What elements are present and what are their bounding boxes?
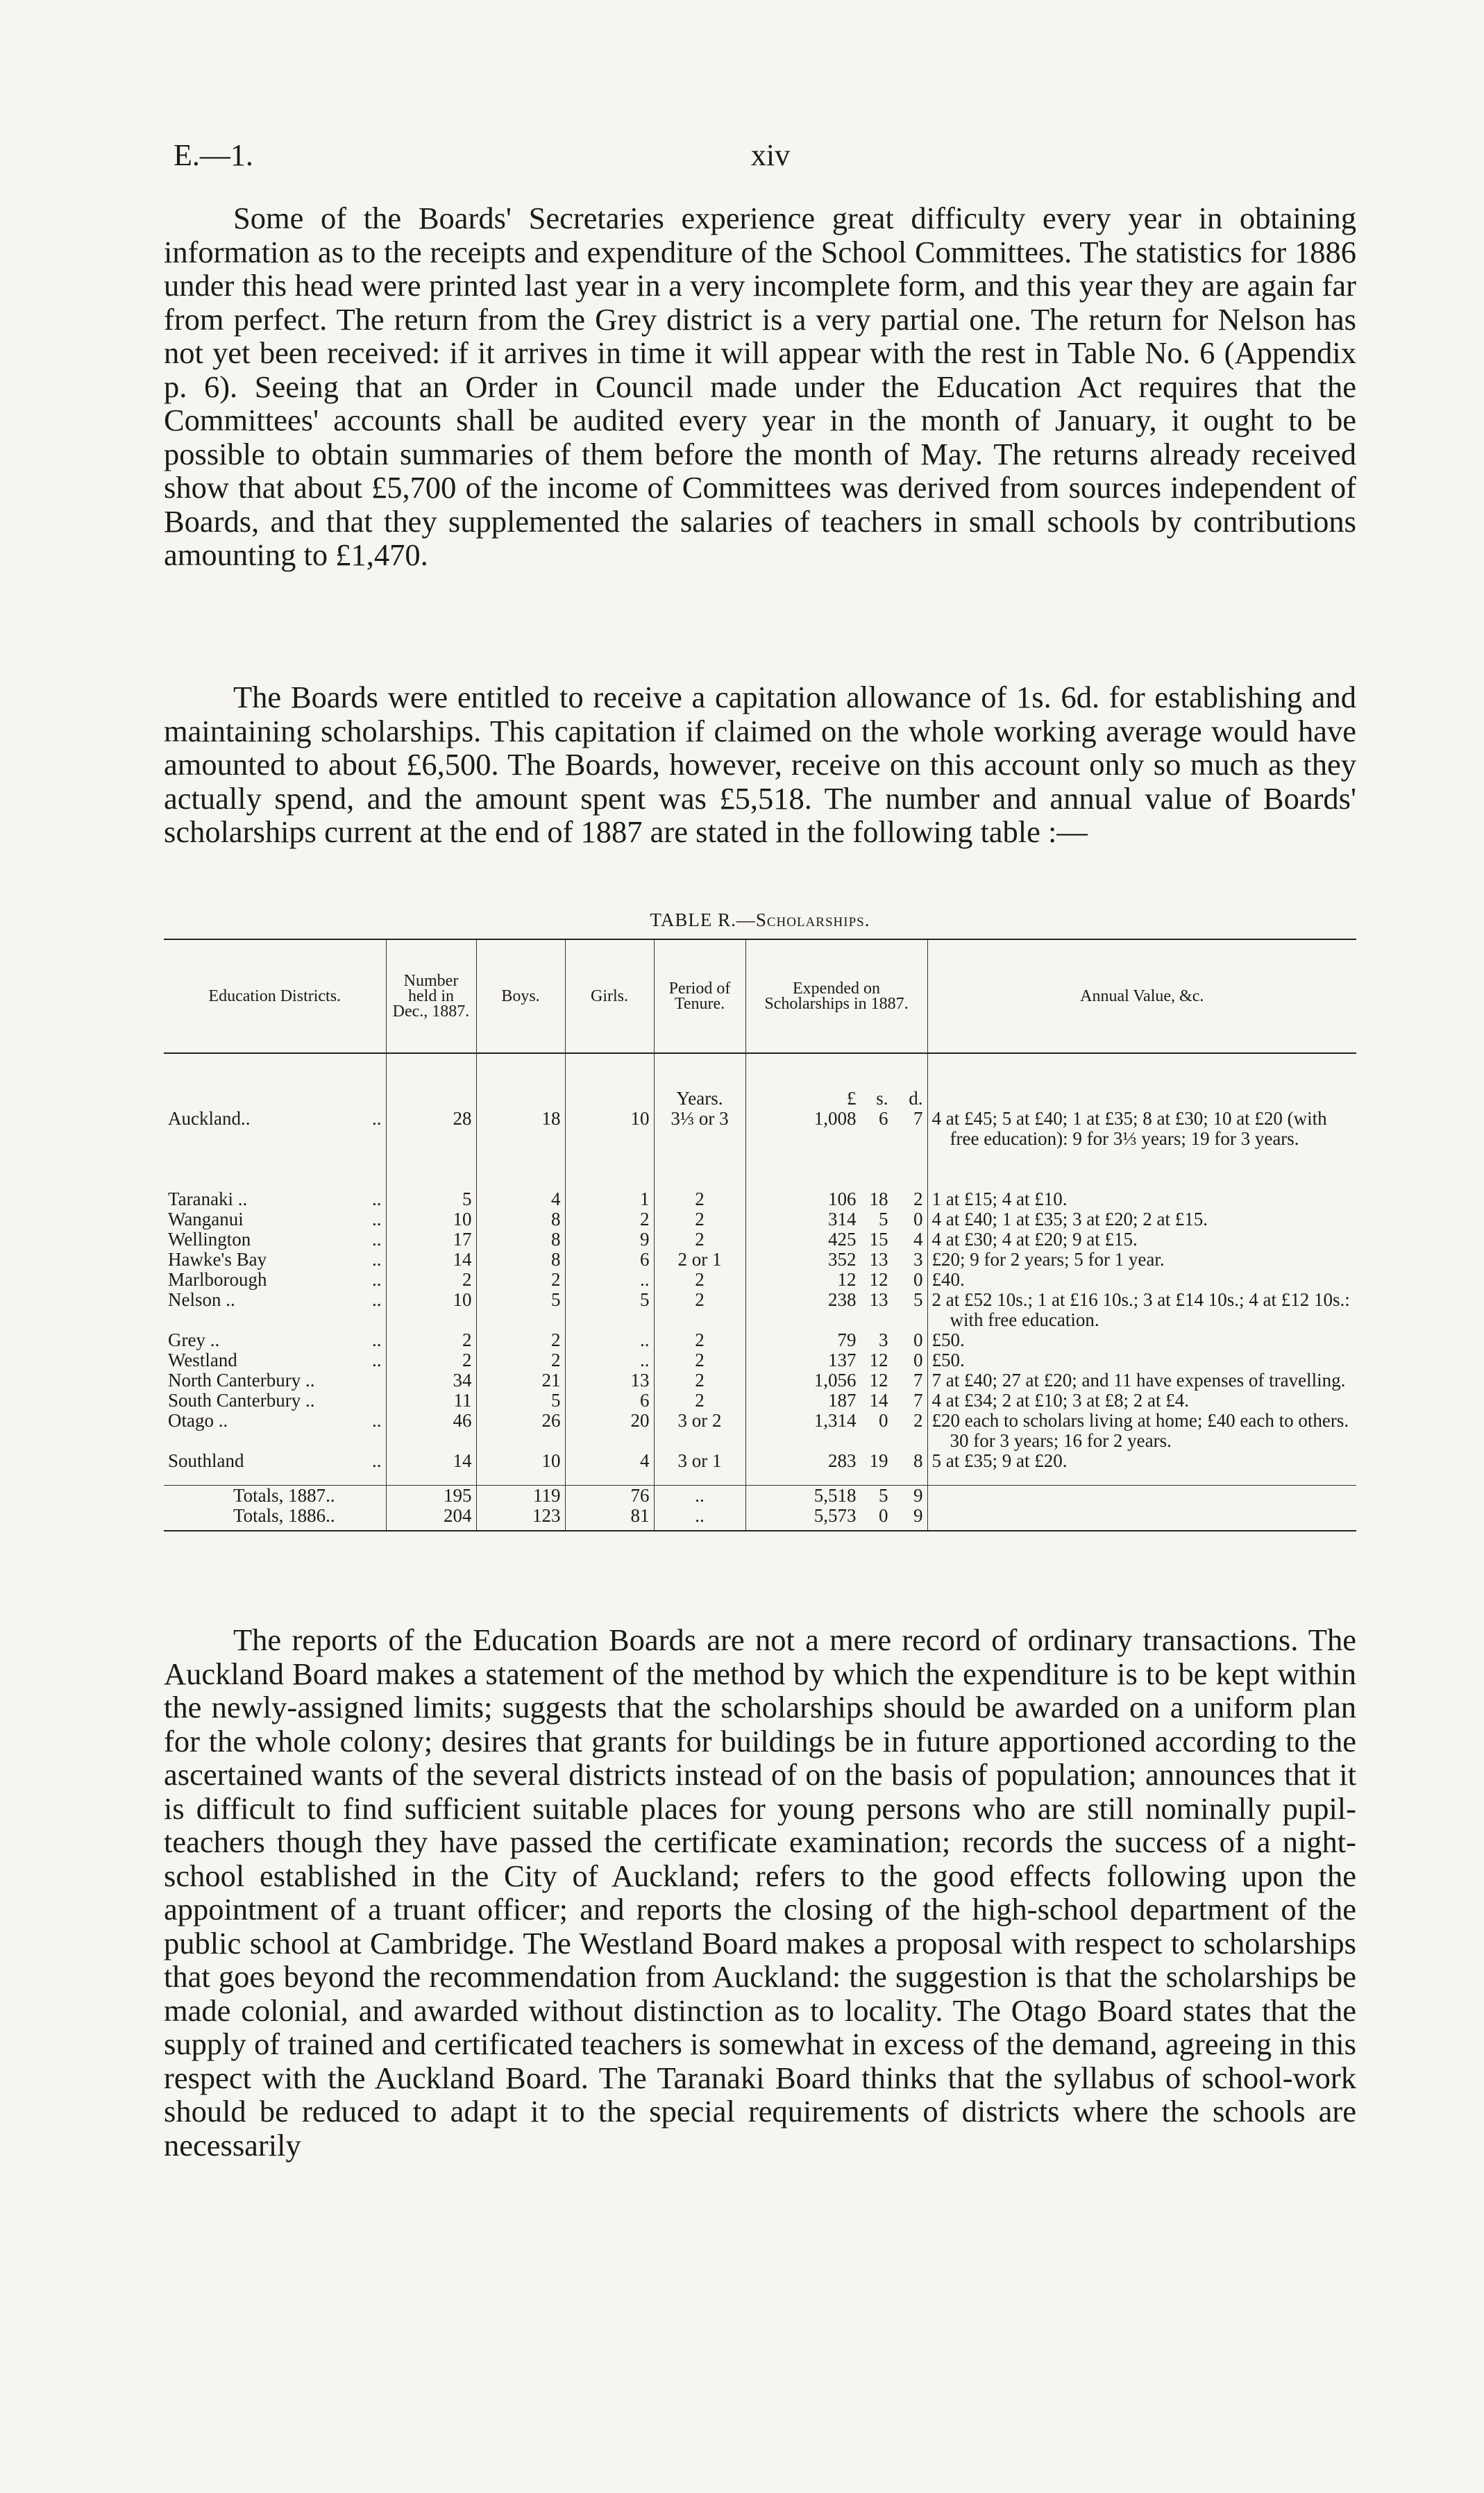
- girls-cell: ..: [565, 1270, 654, 1290]
- expended-shillings: 13: [869, 1289, 888, 1310]
- expended-cell: [745, 1189, 927, 1209]
- girls-cell: ..: [565, 1330, 654, 1350]
- leader-dots: ..: [372, 1229, 382, 1250]
- annual-value-text: 4 at £30; 4 at £20; 9 at £15.: [931, 1229, 1138, 1250]
- table-caption-title: Scholarships.: [755, 909, 870, 930]
- table-row: [164, 1250, 1356, 1270]
- unit-pounds: £: [847, 1088, 857, 1109]
- header-boys: Boys.: [476, 939, 565, 1053]
- annual-value-cell: [927, 1250, 1356, 1270]
- expended-shillings: 14: [869, 1390, 888, 1411]
- expended-pounds: 283: [828, 1450, 857, 1471]
- district-cell: [164, 1109, 386, 1189]
- district-name: Taranaki ..: [168, 1189, 248, 1209]
- boys-cell: 10: [476, 1451, 565, 1486]
- number-cell: 2: [386, 1330, 476, 1350]
- district-cell: [164, 1229, 386, 1250]
- expended-pounds: 137: [828, 1350, 857, 1370]
- annual-value-text: £20; 9 for 2 years; 5 for 1 year.: [931, 1249, 1165, 1270]
- annual-value-text: 2 at £52 10s.; 1 at £16 10s.; 3 at £14 10s.; 4 at £12 10s.: with free education.: [931, 1289, 1350, 1330]
- number-cell: 204: [386, 1506, 476, 1531]
- expended-shillings: 18: [869, 1189, 888, 1209]
- girls-cell: 6: [565, 1391, 654, 1411]
- expended-cell: [745, 1250, 927, 1270]
- number-cell: 46: [386, 1411, 476, 1451]
- district-cell: [164, 1411, 386, 1451]
- expended-pounds: 425: [828, 1229, 857, 1250]
- annual-value-cell: [927, 1350, 1356, 1370]
- paragraph-committee-statistics: Some of the Boards' Secretaries experience great difficulty every year in obtaining information as to the receipts and expenditure of the School Committees. The statistics for 1886 under this head were printed last year in a very incomplete form, and this year they are again far from perfect. The return from the Grey district is a very partial one. The return for Nelson has not yet been received: if it arrives in time it will appear with the rest in Table No. 6 (Appendix p. 6). Seeing that an Order in Council made under the Education Act requires that the Committees' accounts shall be audited every year in the month of January, it ought to be possible to obtain summaries of them before the month of May. The returns already received show that about £5,700 of the income of Committees was derived from sources independent of Boards, and that they supplemented the salaries of teachers in small schools by contributions amounting to £1,470.: [164, 201, 1356, 572]
- header-district: Education Districts.: [164, 939, 386, 1053]
- number-cell: 195: [386, 1486, 476, 1506]
- expended-shillings: 5: [879, 1209, 888, 1229]
- expended-cell: [745, 1411, 927, 1451]
- header-number: Number held in Dec., 1887.: [386, 939, 476, 1053]
- annual-value-text: 7 at £40; 27 at £20; and 11 have expenses of travelling.: [931, 1370, 1346, 1391]
- expended-cell: [745, 1109, 927, 1189]
- annual-value-cell: [927, 1209, 1356, 1229]
- district-name: Otago ..: [168, 1411, 228, 1431]
- expended-cell: [745, 1209, 927, 1229]
- expended-pounds: 1,314: [813, 1410, 857, 1431]
- expended-pence: 0: [913, 1329, 923, 1350]
- table-row: [164, 1411, 1356, 1451]
- annual-value-text: 1 at £15; 4 at £10.: [931, 1189, 1068, 1209]
- annual-value-cell: [927, 1229, 1356, 1250]
- expended-cell: [745, 1290, 927, 1330]
- expended-cell: [745, 1451, 927, 1486]
- period-cell: 2: [654, 1391, 745, 1411]
- annual-value-text: £50.: [931, 1329, 965, 1350]
- annual-value-text: £40.: [931, 1269, 965, 1290]
- expended-pence: 7: [913, 1370, 923, 1391]
- expended-pence: 4: [913, 1229, 923, 1250]
- unit-years: Years.: [654, 1053, 745, 1109]
- district-cell: [164, 1391, 386, 1411]
- expended-pounds: 106: [828, 1189, 857, 1209]
- annual-value-text: 4 at £34; 2 at £10; 3 at £8; 2 at £4.: [931, 1390, 1189, 1411]
- header-girls: Girls.: [565, 939, 654, 1053]
- annual-value-cell: [927, 1330, 1356, 1350]
- girls-cell: 20: [565, 1411, 654, 1451]
- number-cell: 14: [386, 1451, 476, 1486]
- unit-currency: [745, 1053, 927, 1109]
- table-row: [164, 1209, 1356, 1229]
- expended-pence: 2: [913, 1189, 923, 1209]
- period-cell: 2: [654, 1209, 745, 1229]
- girls-cell: 10: [565, 1109, 654, 1189]
- girls-cell: 2: [565, 1209, 654, 1229]
- paragraph-scholarships: The Boards were entitled to receive a capitation allowance of 1s. 6d. for establishing and maintaining scholarships. This capitation if claimed on the whole working average would have amounted to about £6,500. The Boards, however, receive on this account only so much as they actually spend, and the amount spent was £5,518. The number and annual value of Boards' scholarships current at the end of 1887 are stated in the following table :—: [164, 680, 1356, 849]
- scholarships-table: [164, 939, 1356, 1531]
- district-name: Nelson ..: [168, 1290, 235, 1310]
- boys-cell: 21: [476, 1370, 565, 1391]
- expended-shillings: 6: [879, 1108, 888, 1129]
- girls-cell: 13: [565, 1370, 654, 1391]
- girls-cell: ..: [565, 1350, 654, 1370]
- unit-pence: d.: [909, 1088, 923, 1109]
- expended-pence: 2: [913, 1410, 923, 1431]
- annual-value-cell: [927, 1451, 1356, 1486]
- district-cell: [164, 1350, 386, 1370]
- expended-pence: 0: [913, 1209, 923, 1229]
- leader-dots: ..: [372, 1350, 382, 1370]
- expended-pounds: 5,518: [813, 1485, 857, 1506]
- period-cell: 2: [654, 1290, 745, 1330]
- district-name: Auckland..: [168, 1109, 251, 1129]
- table-caption-prefix: TABLE R.—: [650, 909, 756, 930]
- boys-cell: 2: [476, 1330, 565, 1350]
- period-cell: 3⅓ or 3: [654, 1109, 745, 1189]
- number-cell: 28: [386, 1109, 476, 1189]
- district-name: Marlborough: [168, 1270, 267, 1290]
- boys-cell: 18: [476, 1109, 565, 1189]
- girls-cell: 76: [565, 1486, 654, 1506]
- expended-pounds: 5,573: [813, 1505, 857, 1526]
- period-cell: 2: [654, 1370, 745, 1391]
- district-cell: [164, 1290, 386, 1330]
- leader-dots: ..: [372, 1330, 382, 1350]
- boys-cell: 8: [476, 1250, 565, 1270]
- number-cell: 10: [386, 1209, 476, 1229]
- girls-cell: 81: [565, 1506, 654, 1531]
- expended-cell: [745, 1486, 927, 1506]
- table-header-row: [164, 939, 1356, 1053]
- annual-value-cell: [927, 1486, 1356, 1506]
- boys-cell: 123: [476, 1506, 565, 1531]
- boys-cell: 8: [476, 1209, 565, 1229]
- number-cell: 11: [386, 1391, 476, 1411]
- expended-cell: [745, 1330, 927, 1350]
- annual-value-cell: [927, 1391, 1356, 1411]
- district-name: Westland: [168, 1350, 237, 1370]
- number-cell: 5: [386, 1189, 476, 1209]
- annual-value-cell: [927, 1370, 1356, 1391]
- boys-cell: 5: [476, 1290, 565, 1330]
- district-name: Wanganui: [168, 1209, 244, 1229]
- expended-pence: 0: [913, 1350, 923, 1370]
- paragraph-board-reports: The reports of the Education Boards are not a mere record of ordinary transactions. The Auckland Board makes a statement of the method by which the expenditure is to be kept within the newly-assigned limits; suggests that the scholarships should be awarded on a uniform plan for the whole colony; desires that grants for buildings be in future apportioned according to the ascertained wants of the several districts instead of on the basis of population; announces that it is difficult to find sufficient suitable places for young persons who are still nominally pupil-teachers though they have passed the certificate examination; records the success of a night-school established in the City of Auckland; refers to the good effects following upon the appointment of a truant officer; and reports the closing of the high-school department of the public school at Cambridge. The Westland Board makes a proposal with respect to scholarships that goes beyond the recommendation from Auckland: the suggestion is that the scholarships be made colonial, and awarded without distinction as to locality. The Otago Board states that the supply of trained and certificated teachers is somewhat in excess of the demand, agreeing in this respect with the Auckland Board. The Taranaki Board thinks that the syllabus of school-work should be reduced to adapt it to the special requirements of districts where the schools are necessarily: [164, 1622, 1356, 2163]
- expended-pounds: 79: [837, 1329, 857, 1350]
- annual-value-text: 4 at £40; 1 at £35; 3 at £20; 2 at £15.: [931, 1209, 1208, 1229]
- table-row: [164, 1290, 1356, 1330]
- boys-cell: 4: [476, 1189, 565, 1209]
- header-annual-value: Annual Value, &c.: [927, 939, 1356, 1053]
- report-code: E.—1.: [174, 138, 253, 172]
- expended-pence: 7: [913, 1390, 923, 1411]
- expended-shillings: 0: [879, 1505, 888, 1526]
- table-row: [164, 1350, 1356, 1370]
- period-cell: ..: [654, 1486, 745, 1506]
- unit-shillings: s.: [876, 1088, 888, 1109]
- expended-shillings: 13: [869, 1249, 888, 1270]
- number-cell: 14: [386, 1250, 476, 1270]
- expended-pence: 3: [913, 1249, 923, 1270]
- expended-pence: 9: [913, 1485, 923, 1506]
- table-row: [164, 1330, 1356, 1350]
- period-cell: 2: [654, 1270, 745, 1290]
- annual-value-text: £50.: [931, 1350, 965, 1370]
- table-row: [164, 1370, 1356, 1391]
- period-cell: 3 or 1: [654, 1451, 745, 1486]
- period-cell: 2: [654, 1189, 745, 1209]
- girls-cell: 5: [565, 1290, 654, 1330]
- number-cell: 2: [386, 1350, 476, 1370]
- district-cell: [164, 1451, 386, 1486]
- boys-cell: 5: [476, 1391, 565, 1411]
- leader-dots: ..: [372, 1189, 382, 1209]
- header-period: Period of Tenure.: [654, 939, 745, 1053]
- expended-pence: 0: [913, 1269, 923, 1290]
- district-cell: [164, 1209, 386, 1229]
- period-cell: 3 or 2: [654, 1411, 745, 1451]
- expended-pounds: 1,056: [813, 1370, 857, 1391]
- annual-value-text: £20 each to scholars living at home; £40 each to others. 30 for 3 years; 16 for 2 years.: [931, 1410, 1349, 1451]
- period-cell: 2 or 1: [654, 1250, 745, 1270]
- expended-pounds: 187: [828, 1390, 857, 1411]
- expended-shillings: 15: [869, 1229, 888, 1250]
- period-cell: 2: [654, 1350, 745, 1370]
- district-cell: [164, 1189, 386, 1209]
- expended-shillings: 12: [869, 1350, 888, 1370]
- boys-cell: 2: [476, 1270, 565, 1290]
- boys-cell: 8: [476, 1229, 565, 1250]
- annual-value-cell: [927, 1270, 1356, 1290]
- annual-value-cell: [927, 1506, 1356, 1531]
- annual-value-cell: [927, 1290, 1356, 1330]
- expended-cell: [745, 1270, 927, 1290]
- expended-pounds: 314: [828, 1209, 857, 1229]
- leader-dots: ..: [372, 1451, 382, 1471]
- expended-shillings: 0: [879, 1410, 888, 1431]
- totals-row: [164, 1506, 1356, 1531]
- district-cell: [164, 1250, 386, 1270]
- leader-dots: ..: [372, 1209, 382, 1229]
- district-name: Wellington: [168, 1229, 251, 1250]
- totals-label: Totals, 1886..: [164, 1506, 386, 1531]
- expended-pounds: 12: [837, 1269, 857, 1290]
- leader-dots: ..: [372, 1270, 382, 1290]
- girls-cell: 9: [565, 1229, 654, 1250]
- period-cell: 2: [654, 1330, 745, 1350]
- expended-pounds: 352: [828, 1249, 857, 1270]
- expended-pounds: 1,008: [813, 1108, 857, 1129]
- expended-cell: [745, 1391, 927, 1411]
- header-expended: Expended on Scholarships in 1887.: [745, 939, 927, 1053]
- table-row: [164, 1229, 1356, 1250]
- expended-pence: 9: [913, 1505, 923, 1526]
- boys-cell: 2: [476, 1350, 565, 1370]
- table-row: [164, 1391, 1356, 1411]
- annual-value-cell: [927, 1109, 1356, 1189]
- period-cell: ..: [654, 1506, 745, 1531]
- totals-row: [164, 1486, 1356, 1506]
- expended-shillings: 12: [869, 1370, 888, 1391]
- expended-cell: [745, 1229, 927, 1250]
- expended-shillings: 5: [879, 1485, 888, 1506]
- annual-value-text: 4 at £45; 5 at £40; 1 at £35; 8 at £30; 10 at £20 (with free education): 9 for 3⅓ years; 19 for 3 years.: [931, 1108, 1327, 1149]
- expended-pence: 5: [913, 1289, 923, 1310]
- district-name: Southland: [168, 1451, 244, 1471]
- leader-dots: ..: [372, 1290, 382, 1310]
- table-row: [164, 1451, 1356, 1486]
- number-cell: 34: [386, 1370, 476, 1391]
- units-row: [164, 1053, 1356, 1109]
- expended-pence: 8: [913, 1450, 923, 1471]
- girls-cell: 1: [565, 1189, 654, 1209]
- annual-value-cell: [927, 1189, 1356, 1209]
- expended-cell: [745, 1350, 927, 1370]
- table-row: [164, 1189, 1356, 1209]
- leader-dots: ..: [372, 1250, 382, 1270]
- expended-pence: 7: [913, 1108, 923, 1129]
- expended-cell: [745, 1506, 927, 1531]
- district-cell: [164, 1370, 386, 1391]
- expended-cell: [745, 1370, 927, 1391]
- annual-value-text: 5 at £35; 9 at £20.: [931, 1450, 1068, 1471]
- district-name: Hawke's Bay: [168, 1250, 267, 1270]
- district-name: South Canterbury ..: [168, 1391, 315, 1411]
- number-cell: 10: [386, 1290, 476, 1330]
- district-cell: [164, 1270, 386, 1290]
- number-cell: 17: [386, 1229, 476, 1250]
- table-caption: [164, 909, 1356, 931]
- expended-shillings: 19: [869, 1450, 888, 1471]
- boys-cell: 26: [476, 1411, 565, 1451]
- girls-cell: 6: [565, 1250, 654, 1270]
- page-number: xiv: [750, 138, 791, 172]
- district-name: North Canterbury ..: [168, 1370, 315, 1391]
- table-row: [164, 1109, 1356, 1189]
- table-row: [164, 1270, 1356, 1290]
- expended-shillings: 12: [869, 1269, 888, 1290]
- expended-shillings: 3: [879, 1329, 888, 1350]
- annual-value-cell: [927, 1411, 1356, 1451]
- leader-dots: ..: [372, 1411, 382, 1431]
- expended-pounds: 238: [828, 1289, 857, 1310]
- girls-cell: 4: [565, 1451, 654, 1486]
- boys-cell: 119: [476, 1486, 565, 1506]
- number-cell: 2: [386, 1270, 476, 1290]
- district-name: Grey ..: [168, 1330, 220, 1350]
- leader-dots: ..: [372, 1109, 382, 1129]
- period-cell: 2: [654, 1229, 745, 1250]
- district-cell: [164, 1330, 386, 1350]
- totals-label: Totals, 1887..: [164, 1486, 386, 1506]
